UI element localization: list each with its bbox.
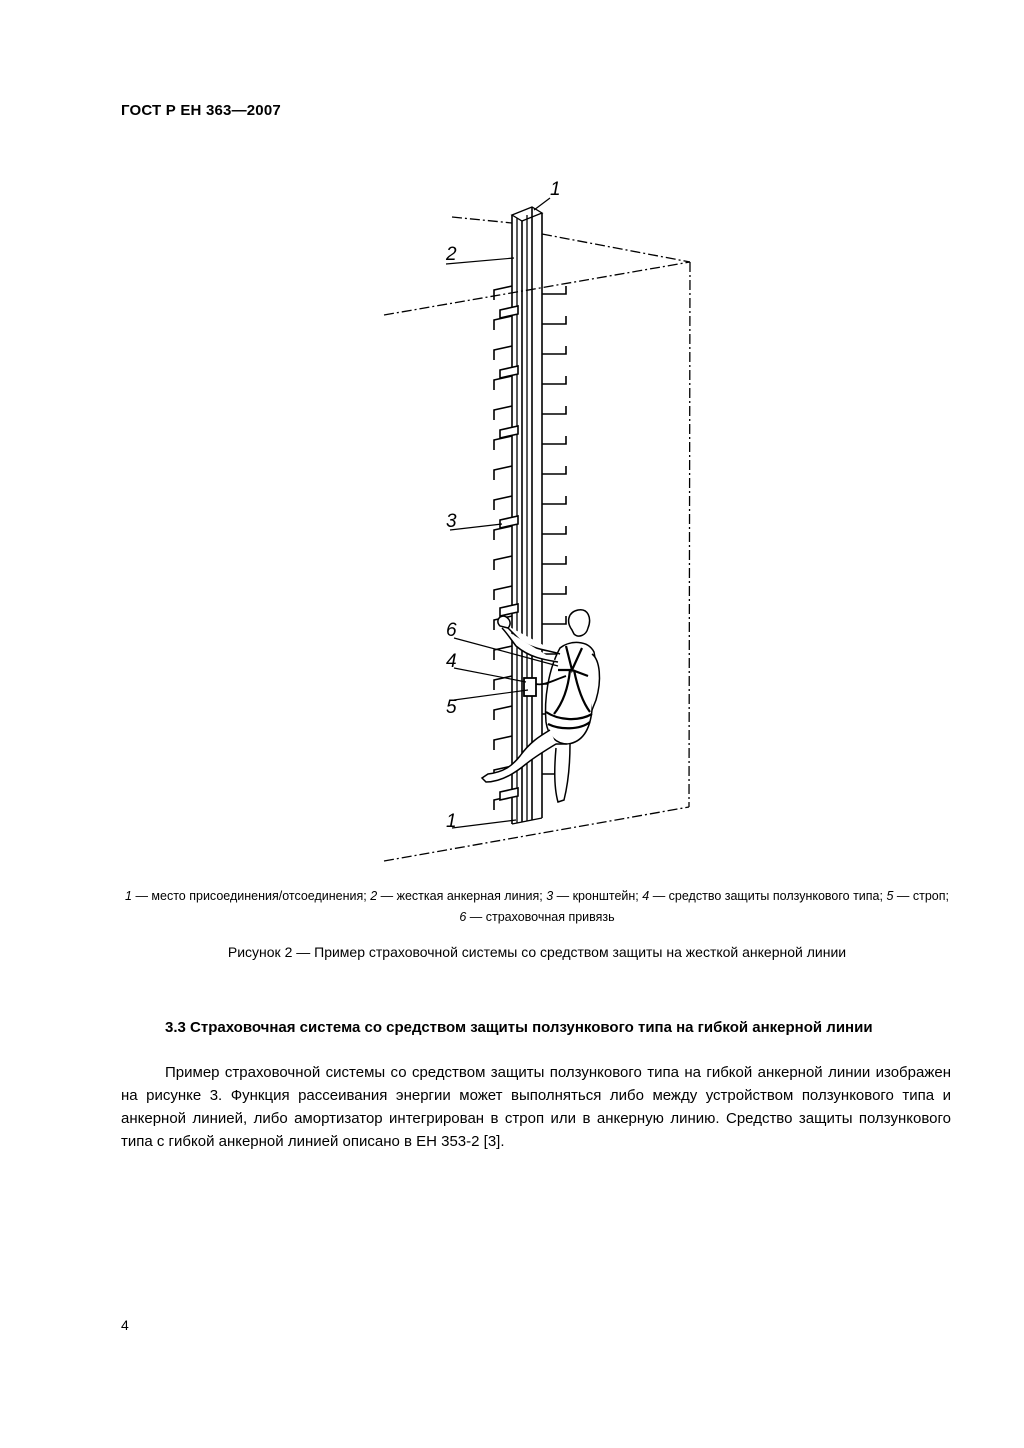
legend-text-2: — жесткая анкерная линия; [377, 889, 547, 903]
legend-num-1: 1 [125, 889, 132, 903]
callout-6: 6 [446, 620, 457, 641]
legend-text-3: — кронштейн; [553, 889, 643, 903]
legend-num-5: 5 [886, 889, 894, 903]
legend-text-6: — страховочная привязь [466, 910, 615, 924]
legend-text-5: — строп; [893, 889, 949, 903]
callout-1-bottom: 1 [446, 811, 457, 832]
figure-drawing [370, 170, 710, 870]
figure-legend [120, 886, 954, 928]
callout-4: 4 [446, 651, 457, 672]
legend-num-3: 3 [546, 889, 554, 903]
callout-1-top: 1 [550, 179, 561, 200]
legend-num-2: 2 [370, 889, 378, 903]
callout-2: 2 [446, 244, 457, 265]
section-heading: 3.3 Страховочная система со средством защиты ползункового типа на гибкой анкерной линии [165, 1019, 873, 1036]
callout-3: 3 [446, 511, 457, 532]
legend-text-4: — средство защиты ползункового типа; [649, 889, 887, 903]
document-header: ГОСТ Р ЕН 363—2007 [121, 102, 281, 119]
callout-5: 5 [446, 697, 457, 718]
body-paragraph: Пример страховочной системы со средством защиты ползункового типа на гибкой анкерной линии изображен на рисунке 3. Функция рассеивания энергии может выполняться либо между устройством ползункового типа и анкерной линией, либо амортизатор интегрирован в строп или в анкерную линию. Средство защиты ползункового типа с гибкой анкерной линией описано в ЕН 353-2 [3]. [121, 1064, 951, 1150]
figure-caption: Рисунок 2 — Пример страховочной системы со средством защиты на жесткой анкерной линии [227, 944, 847, 960]
page-number: 4 [121, 1317, 129, 1333]
legend-text-1: — место присоединения/отсоединения; [131, 889, 371, 903]
legend-num-6: 6 [459, 910, 467, 924]
legend-num-4: 4 [642, 889, 650, 903]
